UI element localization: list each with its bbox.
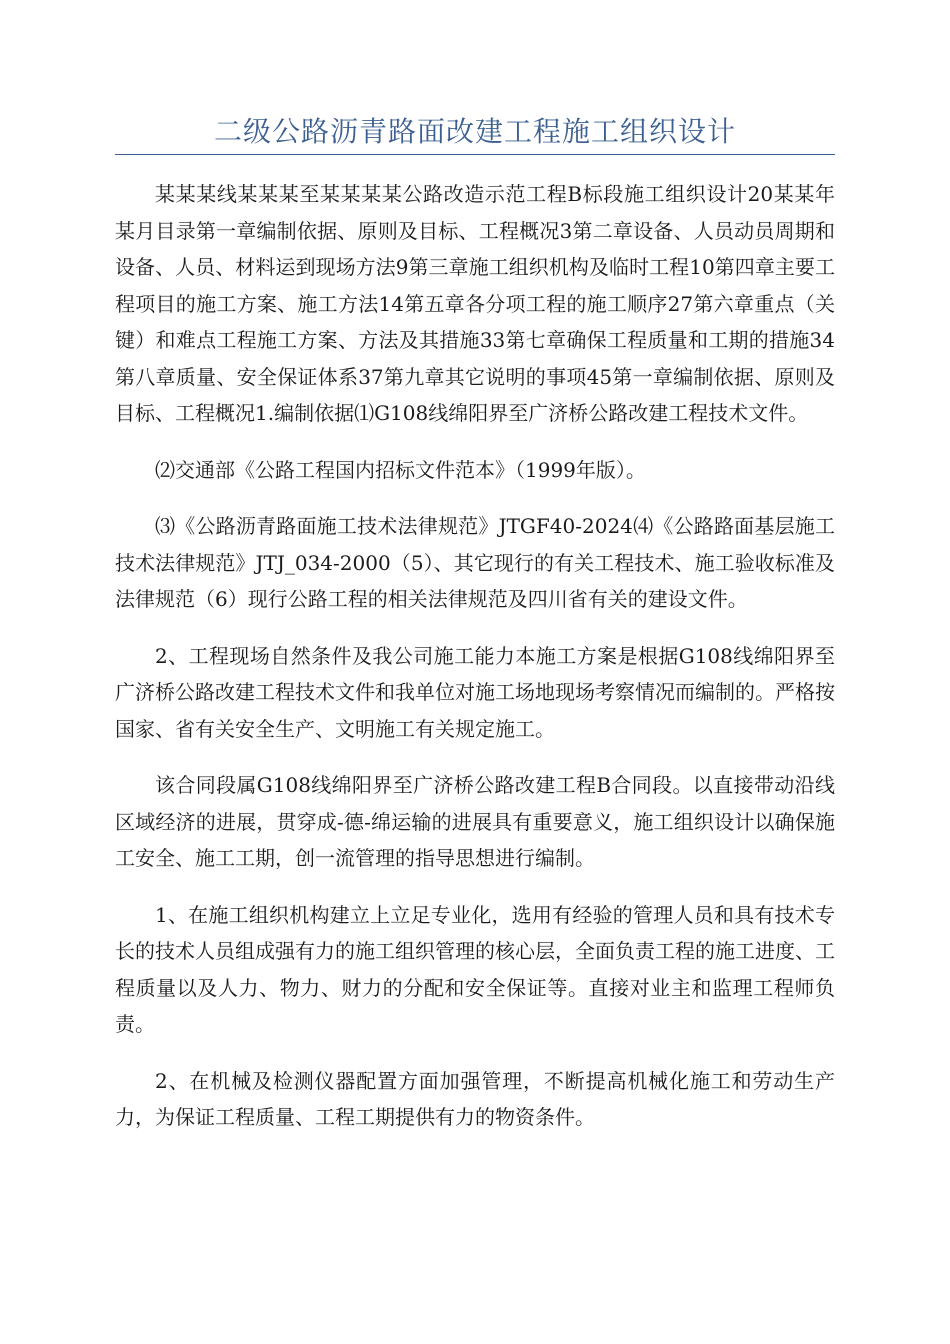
- title-underline: [115, 154, 835, 155]
- paragraph-machinery: 2、在机械及检测仪器配置方面加强管理，不断提高机械化施工和劳动生产力，为保证工程质量、工程工期提供有力的物资条件。: [115, 1068, 835, 1129]
- paragraph-organization: 1、在施工组织机构建立上立足专业化，选用有经验的管理人员和具有技术专长的技术人员组成强有力的施工组织管理的核心层，全面负责工程的施工进度、工程质量以及人力、物力、财力的分配和安全保证等。直接对业主和监理工程师负责。: [115, 902, 835, 1036]
- paragraph-site-conditions: 2、工程现场自然条件及我公司施工能力本施工方案是根据G108线绵阳界至广济桥公路改建工程技术文件和我单位对施工场地现场考察情况而编制的。严格按国家、省有关安全生产、文明施工有关规定施工。: [115, 643, 835, 741]
- document-body: [115, 176, 835, 1156]
- document-title: 二级公路沥青路面改建工程施工组织设计: [213, 115, 736, 148]
- paragraph-tender-template: ⑵交通部《公路工程国内招标文件范本》（1999年版）。: [155, 457, 646, 482]
- paragraph-contents-and-basis: 某某某线某某某至某某某某公路改造示范工程B标段施工组织设计20某某年某月目录第一章编制依据、原则及目标、工程概况3第二章设备、人员动员周期和设备、人员、材料运到现场方法9第三章施工组织机构及临时工程10第四章主要工程项目的施工方案、施工方法14第五章各分项工程的施工顺序27第六章重点（关键）和难点工程施工方案、方法及其措施33第七章确保工程质量和工期的措施34第八章质量、安全保证体系37第九章其它说明的事项45第一章编制依据、原则及目标、工程概况1.编制依据⑴G108线绵阳界至广济桥公路改建工程技术文件。: [115, 182, 835, 425]
- paragraph-specifications: ⑶《公路沥青路面施工技术法律规范》JTGF40-2024⑷《公路路面基层施工技术法律规范》JTJ_034-2000（5）、其它现行的有关工程技术、施工验收标准及法律规范（6）现行公路工程的相关法律规范及四川省有关的建设文件。: [115, 514, 835, 611]
- paragraph-contract-section: 该合同段属G108线绵阳界至广济桥公路改建工程B合同段。以直接带动沿线区域经济的进展，贯穿成-德-绵运输的进展具有重要意义，施工组织设计以确保施工安全、施工工期，创一流管理的指导思想进行编制。: [115, 773, 835, 870]
